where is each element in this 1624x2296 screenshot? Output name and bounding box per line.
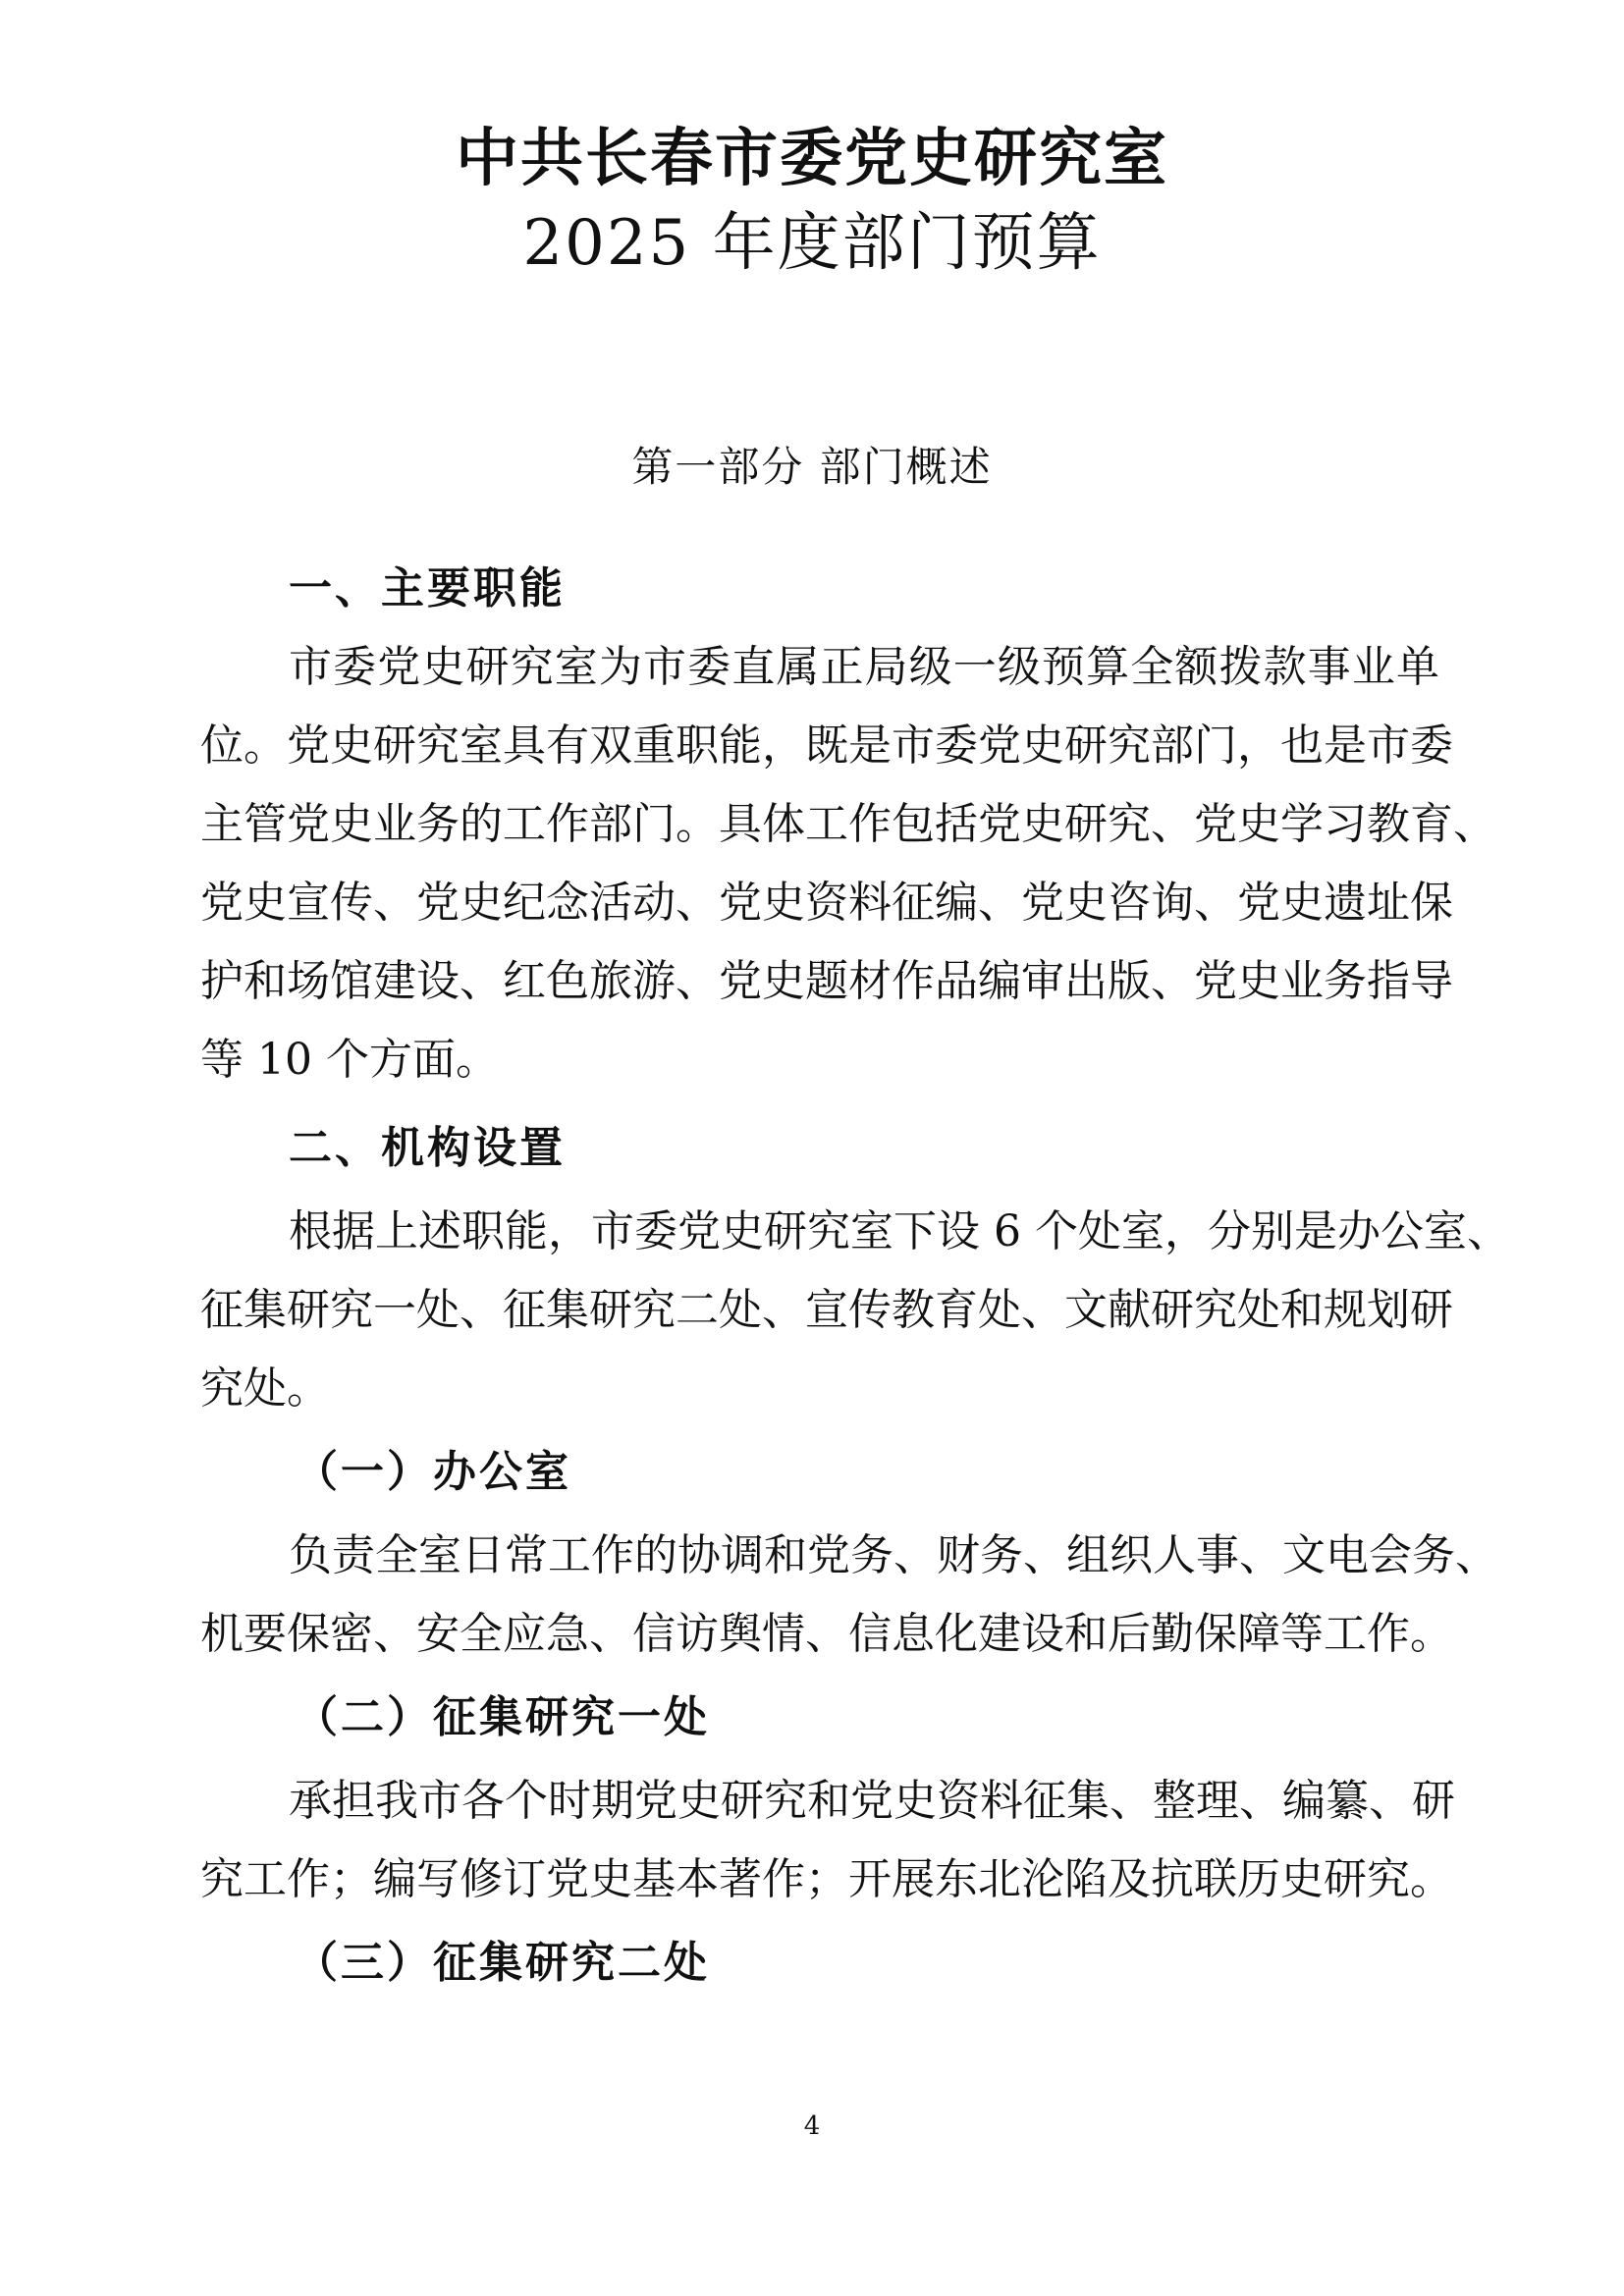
- research1-paragraph-line: 究工作；编写修订党史基本著作；开展东北沦陷及抗联历史研究。: [200, 1854, 1453, 1904]
- research1-paragraph-line: 承担我市各个时期党史研究和党史资料征集、整理、编纂、研: [289, 1776, 1455, 1826]
- functions-paragraph-line: 护和场馆建设、红色旅游、党史题材作品编审出版、党史业务指导: [200, 956, 1453, 1006]
- office-paragraph-line: 机要保密、安全应急、信访舆情、信息化建设和后勤保障等工作。: [200, 1609, 1453, 1659]
- subsection-heading-office: （一）办公室: [295, 1447, 571, 1497]
- subsection-heading-research2: （三）征集研究二处: [295, 1938, 710, 1988]
- functions-paragraph-line: 等 10 个方面。: [200, 1035, 499, 1085]
- office-paragraph-line: 负责全室日常工作的协调和党务、财务、组织人事、文电会务、: [289, 1530, 1498, 1580]
- functions-paragraph-line: 位。党史研究室具有双重职能，既是市委党史研究部门，也是市委: [200, 721, 1453, 771]
- part-heading: 第一部分 部门概述: [631, 443, 993, 491]
- structure-paragraph-line: 究处。: [200, 1363, 330, 1414]
- functions-paragraph-line: 主管党史业务的工作部门。具体工作包括党史研究、党史学习教育、: [200, 799, 1496, 849]
- section-heading-structure: 二、机构设置: [289, 1123, 566, 1173]
- page-number: 4: [803, 2111, 821, 2141]
- structure-paragraph-line: 征集研究一处、征集研究二处、宣传教育处、文献研究处和规划研: [200, 1285, 1453, 1335]
- subsection-heading-research1: （二）征集研究一处: [295, 1692, 710, 1742]
- document-subtitle: 2025 年度部门预算: [522, 207, 1102, 280]
- structure-paragraph-line: 根据上述职能，市委党史研究室下设 6 个处室，分别是办公室、: [289, 1206, 1510, 1256]
- functions-paragraph-line: 市委党史研究室为市委直属正局级一级预算全额拨款事业单: [289, 642, 1439, 692]
- section-heading-functions: 一、主要职能: [289, 563, 566, 614]
- functions-paragraph-line: 党史宣传、党史纪念活动、党史资料征编、党史咨询、党史遗址保: [200, 878, 1453, 928]
- document-title: 中共长春市委党史研究室: [456, 123, 1168, 195]
